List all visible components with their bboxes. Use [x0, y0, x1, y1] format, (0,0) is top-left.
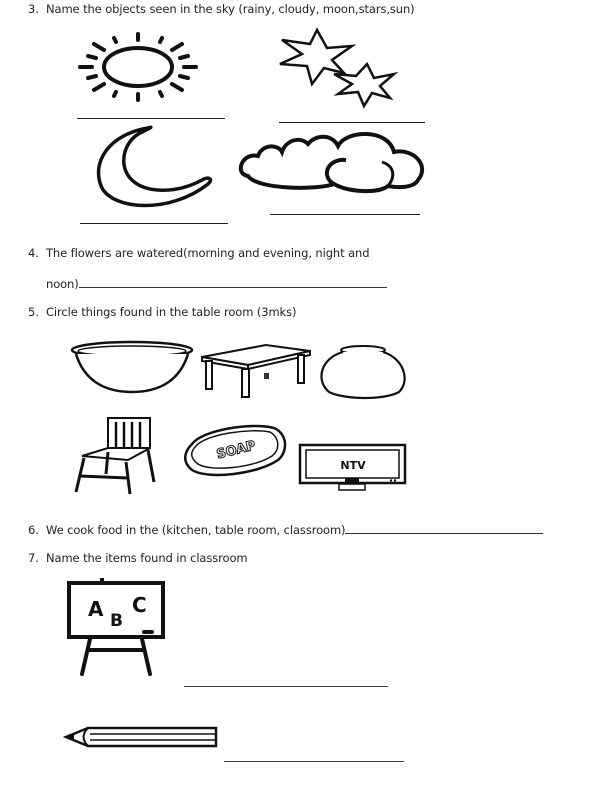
answer-line-pencil[interactable] [224, 761, 404, 762]
svg-text:B: B [110, 611, 123, 631]
question-number: 5. [28, 305, 39, 319]
question-text-line2: noon) [46, 277, 79, 291]
chalkboard-icon [66, 578, 168, 678]
question-text: Name the items found in classroom [46, 551, 248, 565]
question-text: We cook food in the (kitchen, table room, classroom) [46, 523, 346, 537]
answer-blank-q6[interactable] [345, 523, 543, 534]
sun-icon [78, 32, 198, 102]
question-text-line1: The flowers are watered(morning and evening, night and [46, 246, 370, 260]
question-4-line2 [46, 277, 387, 291]
soap-icon[interactable] [182, 420, 288, 480]
question-text: Circle things found in the table room (3mks) [46, 305, 297, 319]
question-4 [28, 246, 369, 260]
question-text: Name the objects seen in the sky (rainy, cloudy, moon,stars,sun) [46, 2, 415, 16]
question-number: 4. [28, 246, 39, 260]
basin-icon[interactable] [70, 340, 195, 395]
answer-line-chalkboard[interactable] [184, 686, 388, 687]
question-5 [28, 305, 296, 319]
svg-text:SOAP: SOAP [215, 438, 258, 463]
svg-text:NTV: NTV [340, 459, 366, 472]
answer-blank-q4[interactable] [79, 277, 387, 288]
answer-line-cloud[interactable] [270, 214, 420, 215]
tv-icon[interactable] [299, 444, 407, 492]
question-6 [28, 523, 543, 537]
svg-text:C: C [132, 593, 147, 617]
question-3 [28, 2, 415, 16]
svg-text:A: A [88, 597, 104, 621]
moon-icon [80, 122, 230, 212]
answer-line-stars[interactable] [279, 122, 425, 123]
question-number: 7. [28, 551, 39, 565]
table-icon[interactable] [200, 343, 312, 399]
pencil-icon [66, 726, 218, 748]
answer-line-moon[interactable] [80, 223, 228, 224]
question-number: 6. [28, 523, 39, 537]
question-7 [28, 551, 248, 565]
chair-icon[interactable] [72, 416, 164, 496]
question-number: 3. [28, 2, 39, 16]
answer-line-sun[interactable] [77, 118, 225, 119]
stars-icon [272, 28, 412, 108]
cloud-icon [238, 130, 428, 195]
pot-icon[interactable] [315, 344, 410, 399]
